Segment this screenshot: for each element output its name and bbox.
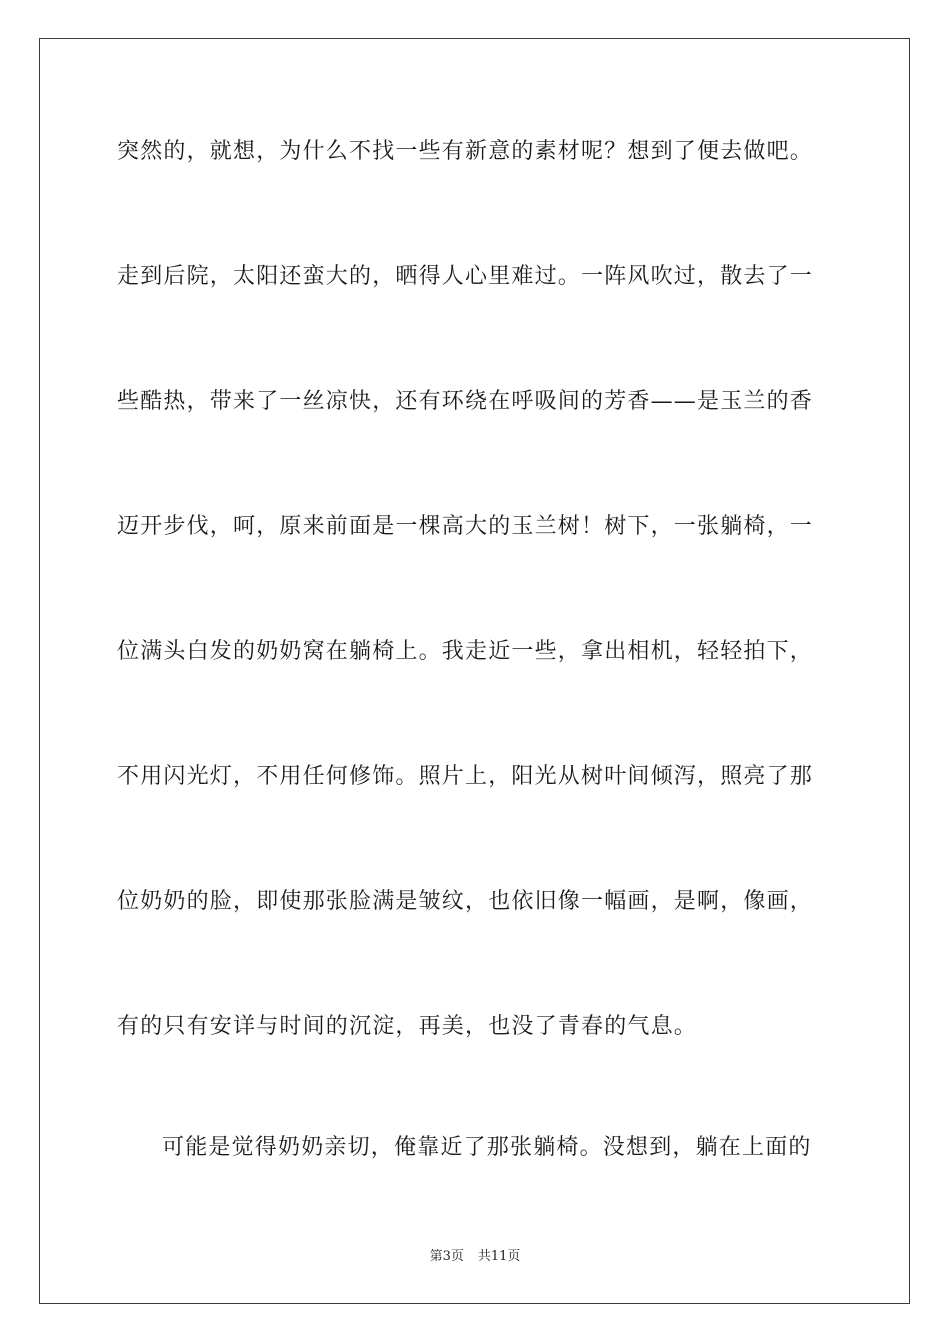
page-border (39, 38, 910, 1304)
text-line: 位满头白发的奶奶窝在躺椅上。我走近一些，拿出相机，轻轻拍下， (117, 639, 814, 664)
text-line: 有的只有安详与时间的沉淀，再美，也没了青春的气息。 (117, 1014, 698, 1039)
text-line: 位奶奶的脸，即使那张脸满是皱纹，也依旧像一幅画，是啊，像画， (117, 889, 814, 914)
text-line: 走到后院，太阳还蛮大的，晒得人心里难过。一阵风吹过，散去了一 (117, 264, 814, 289)
text-line: 些酷热，带来了一丝凉快，还有环绕在呼吸间的芳香——是玉兰的香 (117, 389, 814, 414)
page-total: 共11页 (477, 1249, 521, 1264)
paragraph-start-line: 可能是觉得奶奶亲切，俺靠近了那张躺椅。没想到，躺在上面的 (162, 1135, 812, 1160)
text-line: 不用闪光灯，不用任何修饰。照片上，阳光从树叶间倾泻，照亮了那 (117, 764, 814, 789)
page-number: 第3页 (429, 1249, 464, 1264)
page-footer (0, 1248, 950, 1266)
text-line: 迈开步伐，呵，原来前面是一棵高大的玉兰树！树下，一张躺椅，一 (117, 514, 814, 539)
text-line: 突然的，就想，为什么不找一些有新意的素材呢？想到了便去做吧。 (117, 139, 814, 164)
